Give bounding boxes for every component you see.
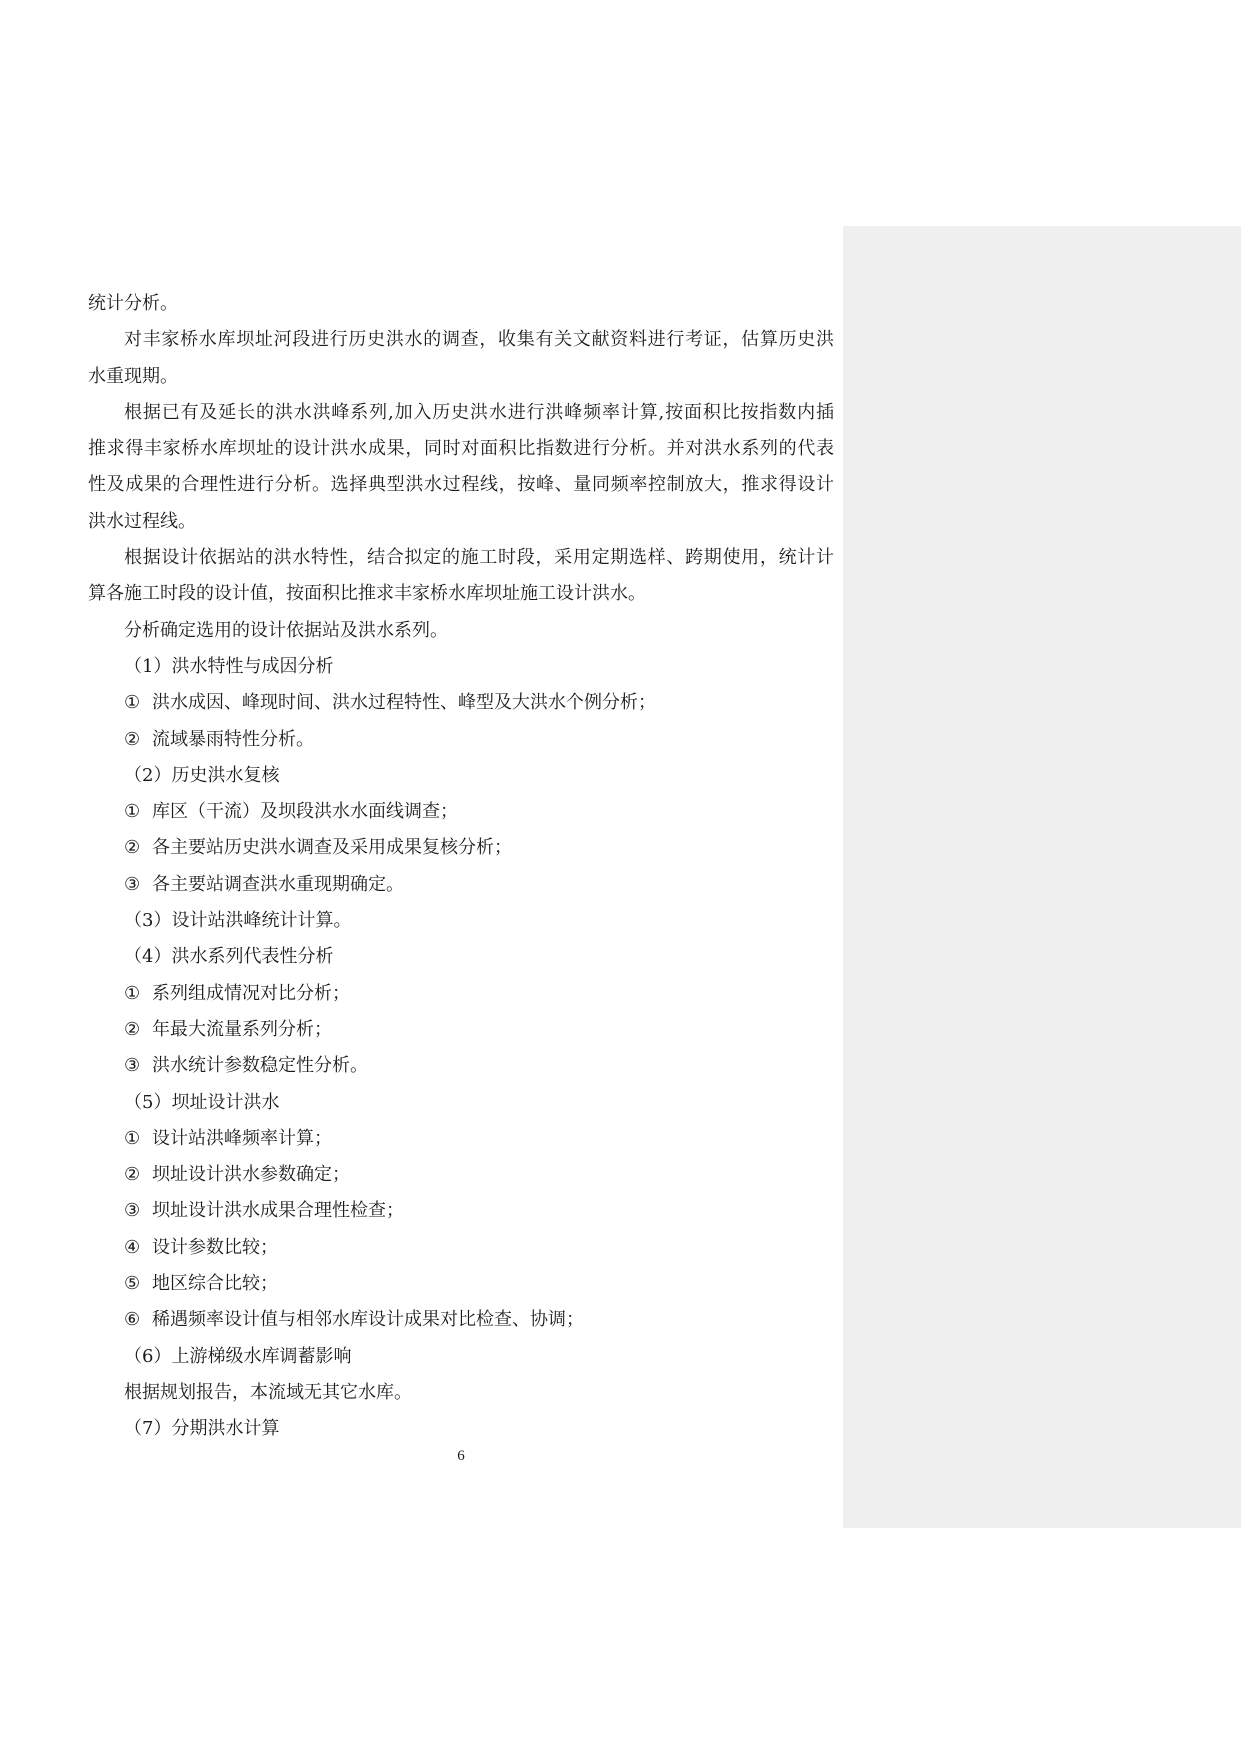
paragraph-line: 对丰家桥水库坝址河段进行历史洪水的调查，收集有关文献资料进行考证，估算历史洪 [124,329,834,351]
list-marker: ① [124,982,141,1004]
list-item [88,1121,834,1157]
page-number: 6 [457,1448,465,1464]
paragraph-line: 统计分析。 [88,293,178,314]
paragraph-line: 洪水过程线。 [88,510,196,532]
paragraph-line: 算各施工时段的设计值，按面积比推求丰家桥水库坝址施工设计洪水。 [88,583,646,605]
list-marker: ⑥ [124,1309,141,1331]
list-marker: ③ [124,1200,141,1222]
list-item-text: 地区综合比较； [152,1273,278,1295]
paragraph-line: 根据设计依据站的洪水特性，结合拟定的施工时段，采用定期选样、跨期使用，统计计 [124,547,834,569]
section-heading: （5）坝址设计洪水 [124,1091,280,1113]
section-note: 根据规划报告，本流域无其它水库。 [124,1381,412,1403]
list-marker: ② [124,1164,141,1186]
list-marker: ② [124,728,141,750]
list-item [88,867,834,903]
list-item [88,1266,834,1302]
list-marker: ② [124,1018,141,1040]
list-item-text: 坝址设计洪水参数确定； [152,1164,350,1186]
list-marker: ② [124,837,141,859]
list-item [88,1012,834,1048]
list-item [88,1157,834,1193]
section-heading: （4）洪水系列代表性分析 [124,946,334,968]
list-item-text: 洪水成因、峰现时间、洪水过程特性、峰型及大洪水个例分析； [152,692,656,714]
list-marker: ④ [124,1236,141,1258]
list-item-text: 年最大流量系列分析； [152,1018,332,1040]
list-marker: ⑤ [124,1273,141,1295]
paragraph-line: 推求得丰家桥水库坝址的设计洪水成果，同时对面积比指数进行分析。并对洪水系列的代表 [88,438,834,460]
list-item [88,976,834,1012]
list-item-text: 稀遇频率设计值与相邻水库设计成果对比检查、协调； [152,1309,584,1331]
list-item-text: 各主要站调查洪水重现期确定。 [152,873,404,895]
list-item [88,722,834,758]
section-heading: （6）上游梯级水库调蓄影响 [124,1345,352,1367]
section-heading: （3）设计站洪峰统计计算。 [124,910,352,932]
paragraph-line: 水重现期。 [88,365,178,387]
comment-margin-pane [843,226,1241,1528]
list-marker: ③ [124,1055,141,1077]
paragraph-line: 根据已有及延长的洪水洪峰系列,加入历史洪水进行洪峰频率计算,按面积比按指数内插 [124,401,834,423]
list-item-text: 洪水统计参数稳定性分析。 [152,1055,368,1077]
section-heading: （7）分期洪水计算 [124,1418,280,1440]
list-item [88,830,834,866]
list-item [88,1302,834,1338]
paragraph-line: 性及成果的合理性进行分析。选择典型洪水过程线，按峰、量同频率控制放大，推求得设计 [88,474,834,496]
list-item [88,685,834,721]
section-heading: （2）历史洪水复核 [124,764,280,786]
list-item-text: 坝址设计洪水成果合理性检查； [152,1200,404,1222]
list-item [88,794,834,830]
list-marker: ③ [124,873,141,895]
list-item-text: 系列组成情况对比分析； [152,982,350,1004]
list-item-text: 设计参数比较； [152,1236,278,1258]
list-marker: ① [124,1127,141,1149]
list-marker: ① [124,801,141,823]
list-item-text: 库区（干流）及坝段洪水水面线调查； [152,801,458,823]
list-item-text: 流域暴雨特性分析。 [152,728,314,750]
paragraph-line: 分析确定选用的设计依据站及洪水系列。 [124,619,448,641]
document-body [88,286,834,1448]
section-heading: （1）洪水特性与成因分析 [124,655,334,677]
list-item [88,1193,834,1229]
list-item [88,1048,834,1084]
list-marker: ① [124,692,141,714]
list-item-text: 设计站洪峰频率计算； [152,1127,332,1149]
list-item-text: 各主要站历史洪水调查及采用成果复核分析； [152,837,512,859]
list-item [88,1230,834,1266]
